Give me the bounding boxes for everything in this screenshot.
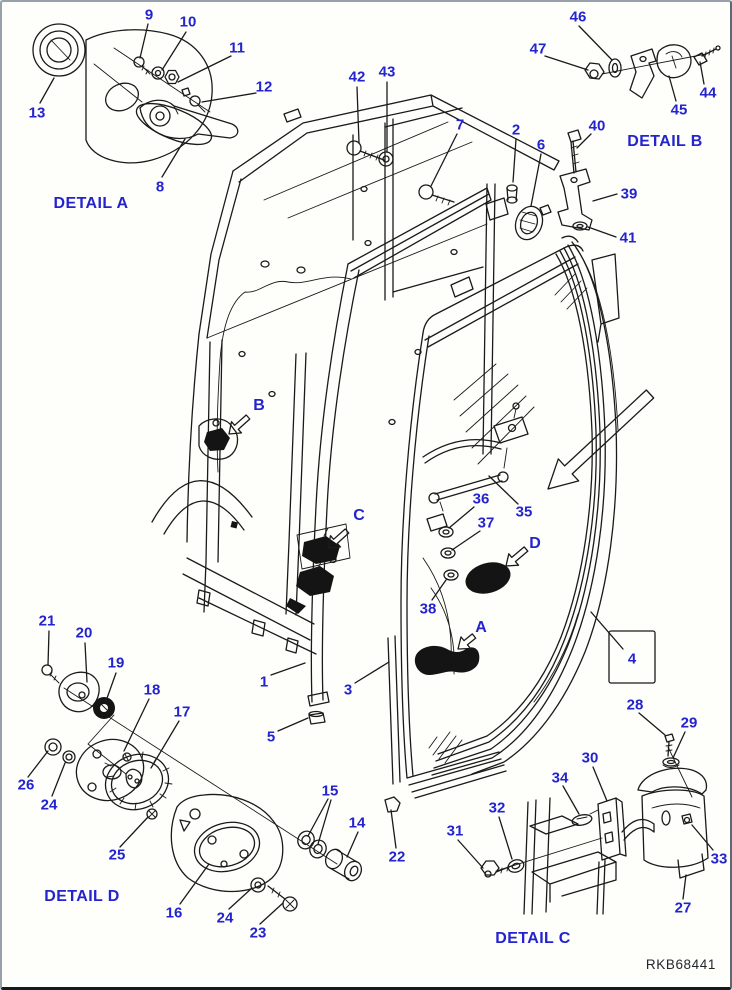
callout-40: 40 bbox=[588, 117, 606, 135]
callout-9: 9 bbox=[144, 6, 154, 24]
callout-14: 14 bbox=[348, 814, 366, 832]
detail-title-d: DETAIL D bbox=[44, 888, 120, 905]
callout-38: 38 bbox=[419, 600, 437, 618]
view-letter-a: A bbox=[475, 619, 487, 636]
callout-37: 37 bbox=[477, 514, 495, 532]
door-panel bbox=[415, 236, 619, 775]
callout-31: 31 bbox=[446, 822, 464, 840]
callout-26: 26 bbox=[17, 776, 35, 794]
callout-6: 6 bbox=[536, 136, 546, 154]
callout-24: 24 bbox=[216, 909, 234, 927]
highlight-box bbox=[609, 631, 655, 683]
callout-27: 27 bbox=[674, 899, 692, 917]
callout-21: 21 bbox=[38, 612, 56, 630]
callout-24: 24 bbox=[40, 796, 58, 814]
callout-5: 5 bbox=[266, 728, 276, 746]
view-letter-d: D bbox=[529, 535, 541, 552]
callout-18: 18 bbox=[143, 681, 161, 699]
callout-22: 22 bbox=[388, 848, 406, 866]
callout-8: 8 bbox=[155, 178, 165, 196]
leader-lines bbox=[28, 24, 713, 927]
view-arrow-a bbox=[458, 634, 476, 649]
callout-35: 35 bbox=[515, 503, 533, 521]
callout-13: 13 bbox=[28, 104, 46, 122]
drawing-code: RKB68441 bbox=[645, 957, 716, 972]
view-letter-b: B bbox=[253, 397, 265, 414]
callout-20: 20 bbox=[75, 624, 93, 642]
glass-panel bbox=[385, 245, 583, 812]
callout-39: 39 bbox=[620, 185, 638, 203]
highlight-arrow bbox=[548, 390, 654, 489]
callout-43: 43 bbox=[378, 63, 396, 81]
callout-19: 19 bbox=[107, 654, 125, 672]
upper-hardware bbox=[347, 130, 592, 243]
callout-42: 42 bbox=[348, 68, 366, 86]
detail-a-parts bbox=[33, 24, 238, 163]
callout-10: 10 bbox=[179, 13, 197, 31]
callout-36: 36 bbox=[472, 490, 490, 508]
view-arrow-b bbox=[229, 415, 250, 434]
callout-45: 45 bbox=[670, 101, 688, 119]
callout-44: 44 bbox=[699, 84, 717, 102]
callout-3: 3 bbox=[343, 681, 353, 699]
callout-16: 16 bbox=[165, 904, 183, 922]
callout-47: 47 bbox=[529, 40, 547, 58]
callout-1: 1 bbox=[259, 673, 269, 691]
callout-4: 4 bbox=[627, 650, 637, 668]
callout-28: 28 bbox=[626, 696, 644, 714]
callout-7: 7 bbox=[455, 116, 465, 134]
detail-c-parts bbox=[481, 734, 708, 917]
callout-15: 15 bbox=[321, 782, 339, 800]
detail-d-parts bbox=[42, 665, 364, 911]
callout-41: 41 bbox=[619, 229, 637, 247]
callout-25: 25 bbox=[108, 846, 126, 864]
hinges-view-c bbox=[286, 524, 350, 614]
view-arrow-d bbox=[506, 547, 528, 566]
callout-32: 32 bbox=[488, 799, 506, 817]
door-sash bbox=[308, 188, 491, 724]
callout-12: 12 bbox=[255, 78, 273, 96]
callout-17: 17 bbox=[173, 703, 191, 721]
callout-33: 33 bbox=[710, 850, 728, 868]
callout-30: 30 bbox=[581, 749, 599, 767]
detail-title-b: DETAIL B bbox=[627, 133, 703, 150]
view-letter-c: C bbox=[353, 507, 365, 524]
callout-11: 11 bbox=[229, 39, 245, 57]
callout-34: 34 bbox=[551, 769, 569, 787]
callout-46: 46 bbox=[569, 8, 587, 26]
detail-title-c: DETAIL C bbox=[495, 930, 571, 947]
detail-title-a: DETAIL A bbox=[53, 195, 129, 212]
callout-23: 23 bbox=[249, 924, 267, 942]
callout-2: 2 bbox=[511, 121, 521, 139]
callout-29: 29 bbox=[680, 714, 698, 732]
diagram-line-art bbox=[2, 2, 732, 990]
